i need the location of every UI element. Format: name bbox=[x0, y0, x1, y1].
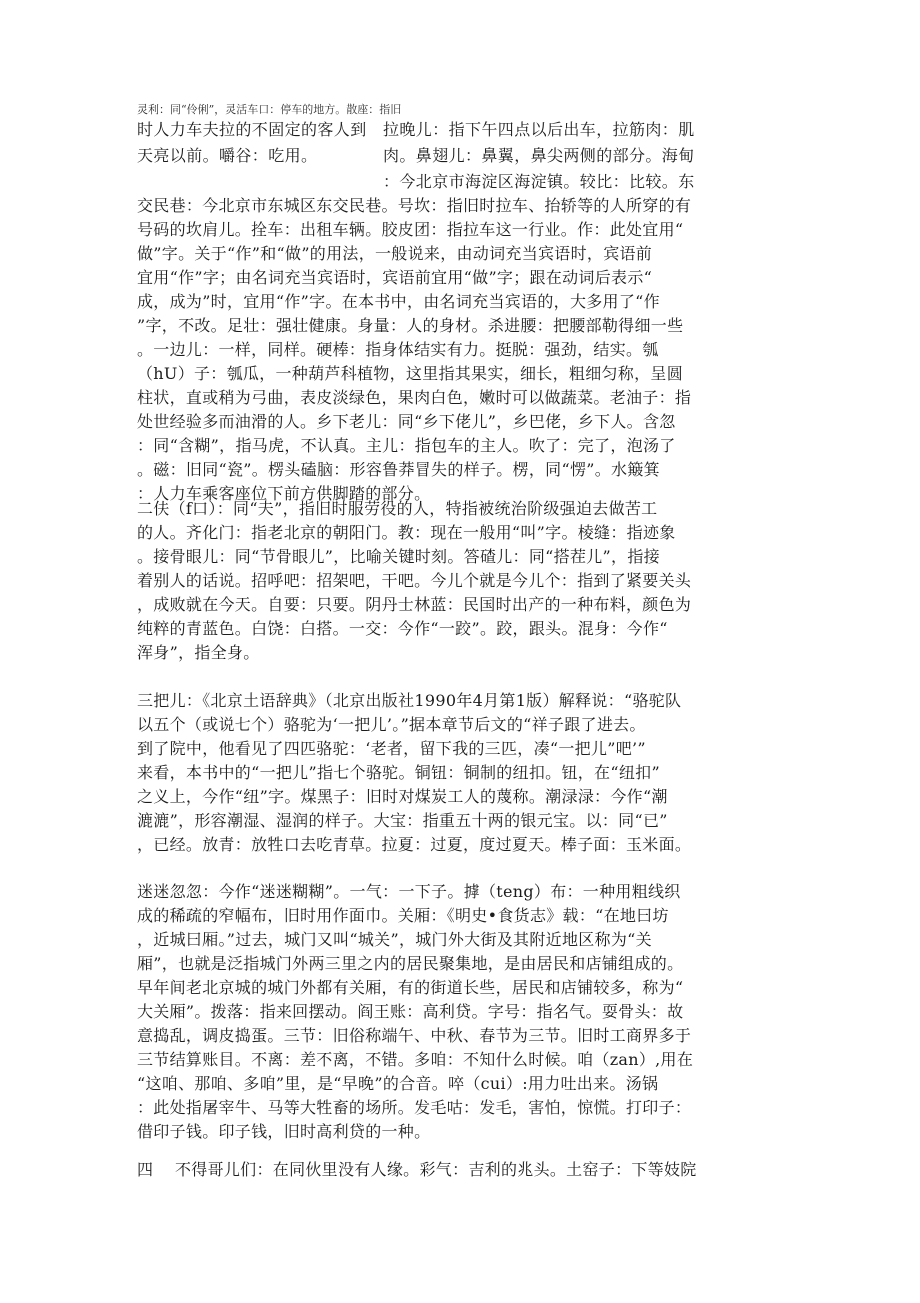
text-line: “这咱、那咱、多咱”里，是“早晚”的合音。啐（cui）:用力吐出来。汤锅 bbox=[137, 1074, 659, 1093]
header-note: 灵利：同“伶俐”，灵活车口：停车的地方。散座：指旧 bbox=[137, 103, 402, 116]
text-line: 到了院中，他看见了四匹骆驼：‘老者，留下我的三匹，凑“一把儿”吧’” bbox=[137, 739, 646, 758]
text-line: 意捣乱，调皮捣蛋。三节：旧俗称端午、中秋、春节为三节。旧时工商界多于 bbox=[137, 1026, 692, 1045]
right-column bbox=[383, 117, 693, 195]
text-line: 。磁：旧同“瓷”。楞头磕脑：形容鲁莽冒失的样子。楞，同“愣”。水簸箕 bbox=[137, 460, 660, 479]
paragraph-5 bbox=[137, 1158, 697, 1182]
text-line: 柱状，直或稍为弓曲，表皮淡绿色，果肉白色，嫩时可以做蔬菜。老油子：指 bbox=[137, 388, 692, 407]
text-line: 处世经验多而油滑的人。乡下老儿：同“乡下佬儿”，乡巴佬，乡下人。含忽 bbox=[137, 412, 676, 431]
text-line: 之义上，今作“纽”字。煤黑子：旧时对煤炭工人的蔑称。潮渌渌：今作“潮 bbox=[137, 787, 668, 806]
text-line: ，成败就在今天。自要：只要。阴丹士林蓝：民国时出产的一种布料，颜色为 bbox=[137, 595, 692, 614]
text-line: 四 不得哥儿们：在同伙里没有人缘。彩气：吉利的兆头。土窑子：下等妓院 bbox=[137, 1160, 697, 1179]
paragraph-3 bbox=[137, 689, 697, 857]
text-line: 肉。鼻翅儿：鼻翼，鼻尖两侧的部分。海甸 bbox=[383, 146, 695, 165]
text-line: ，已经。放青：放牲口去吃青草。拉夏：过夏，度过夏天。棒子面：玉米面。 bbox=[137, 835, 692, 854]
text-line: 交民巷：今北京市东城区东交民巷。号坎：指旧时拉车、抬轿等的人所穿的有 bbox=[137, 196, 692, 215]
text-line: 着别人的话说。招呼吧：招架吧，干吧。今儿个就是今儿个：指到了紧要关头 bbox=[137, 571, 692, 590]
left-column bbox=[137, 117, 369, 169]
paragraph-1 bbox=[137, 194, 697, 506]
text-line: 成的稀疏的窄幅布，旧时用作面巾。关厢：《明史•食货志》载：“在地曰坊 bbox=[137, 906, 669, 925]
text-line: 早年间老北京城的城门外都有关厢，有的街道长些，居民和店铺较多，称为“ bbox=[137, 978, 684, 997]
text-line: 成，成为”时，宜用“作”字。在本书中，由名词充当宾语的，大多用了“作 bbox=[137, 292, 660, 311]
text-line: 借印子钱。印子钱，旧时高利贷的一种。 bbox=[137, 1122, 431, 1141]
text-line: 二伕（f口）：同“夫”，指旧时服劳役的人，特指被统治阶级强迫去做苦工 bbox=[137, 499, 658, 518]
text-line: 三把儿：《北京土语辞典》（北京出版社1990年4月第1版）解释说：“骆驼队 bbox=[137, 691, 682, 710]
text-line: ：今北京市海淀区海淀镇。较比：比较。东 bbox=[383, 172, 695, 191]
text-line: 。接骨眼儿：同“节骨眼儿”，比喻关键时刻。答碴儿：同“搭茬儿”，指接 bbox=[137, 547, 660, 566]
text-line: （hU）子：瓠瓜，一种葫芦科植物，这里指其果实，细长，粗细匀称，呈圆 bbox=[137, 364, 683, 383]
text-line: 。一边儿：一样，同样。硬棒：指身体结实有力。挺脱：强劲，结实。瓠 bbox=[137, 340, 659, 359]
text-line: 做”字。关于“作”和“做”的用法，一般说来，由动词充当宾语时，宾语前 bbox=[137, 244, 653, 263]
text-line: ：此处指屠宰牛、马等大牲畜的场所。发毛咕：发毛，害怕，惊慌。打印子： bbox=[137, 1098, 692, 1117]
paragraph-2 bbox=[137, 497, 697, 665]
text-line: 宜用“作”字；由名词充当宾语时，宾语前宜用“做”字；跟在动词后表示“ bbox=[137, 268, 653, 287]
text-line: 号码的坎肩儿。拴车：出租车辆。胶皮团：指拉车这一行业。作：此处宜用“ bbox=[137, 220, 684, 239]
text-line: 来看，本书中的“一把儿”指七个骆驼。铜钮：铜制的纽扣。钮，在“纽扣” bbox=[137, 763, 660, 782]
text-line: 纯粹的青蓝色。白饶：白搭。一交：今作“一跤”。跤，跟头。混身：今作“ bbox=[137, 619, 668, 638]
paragraph-4 bbox=[137, 880, 697, 1144]
text-line: ，近城曰厢。”过去，城门又叫“城关”，城门外大街及其附近地区称为“关 bbox=[137, 930, 652, 949]
text-line: 大关厢”。拨落：指来回摆动。阎王账：高利贷。字号：指名气。耍骨头：故 bbox=[137, 1002, 684, 1021]
text-line: 浑身”，指全身。 bbox=[137, 643, 260, 662]
text-line: 厢”，也就是泛指城门外两三里之内的居民聚集地，是由居民和店铺组成的。 bbox=[137, 954, 684, 973]
text-line: ：同“含糊”，指马虎，不认真。主儿：指包车的主人。吹了：完了，泡汤了 bbox=[137, 436, 676, 455]
text-line: 三节结算账目。不离：差不离，不错。多咱：不知什么时候。咱（zan）,用在 bbox=[137, 1050, 694, 1069]
text-line: ”字，不改。足壮：强壮健康。身量：人的身材。杀进腰：把腰部勒得细一些 bbox=[137, 316, 684, 335]
text-line: 拉晚儿：指下午四点以后出车，拉筋肉：肌 bbox=[383, 120, 695, 139]
text-line: ：人力车乘客座位下前方供脚踏的部分。 bbox=[137, 484, 431, 503]
text-line: 以五个（或说七个）骆驼为‘一把儿’。”据本章节后文的“祥子跟了进去。 bbox=[137, 715, 646, 734]
text-line: 迷迷忽忽：今作“迷迷糊糊”。一气：一下子。摢（teng）布：一种用粗线织 bbox=[137, 882, 681, 901]
text-line: 时人力车夫拉的不固定的客人到 bbox=[137, 120, 367, 139]
text-line: 天亮以前。嚼谷：吃用。 bbox=[137, 146, 318, 165]
text-line: 漉漉”，形容潮湿、湿润的样子。大宝：指重五十两的银元宝。以：同“已” bbox=[137, 811, 668, 830]
text-line: 的人。齐化门：指老北京的朝阳门。教：现在一般用“叫”字。棱缝：指迹象 bbox=[137, 523, 676, 542]
